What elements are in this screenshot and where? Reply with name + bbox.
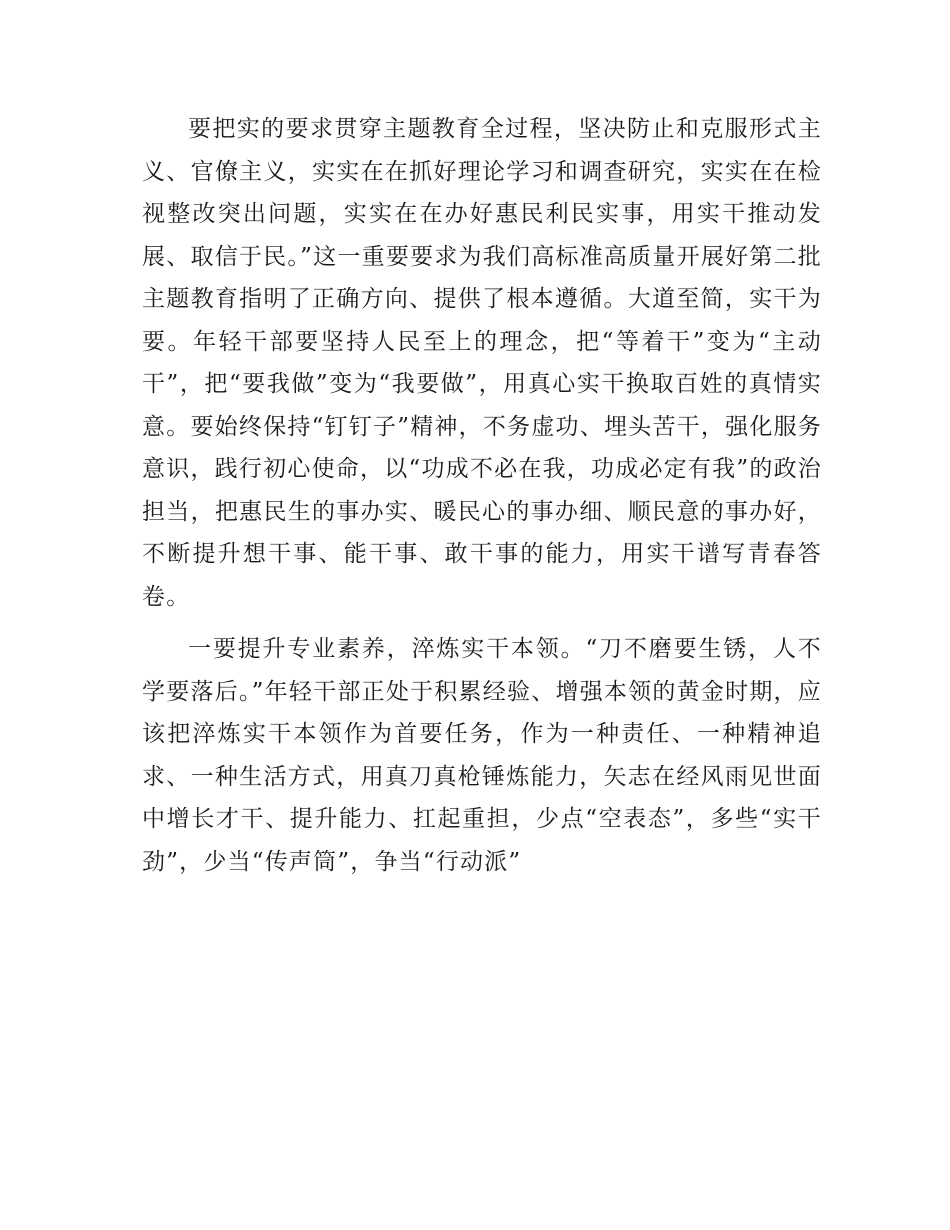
paragraph-1: 要把实的要求贯穿主题教育全过程，坚决防止和克服形式主义、官僚主义，实实在在抓好理论学习和调查研究，实实在在检视整改突出问题，实实在在办好惠民利民实事，用实干推动发展、取信于民。”这一重要要求为我们高标准高质量开展好第二批主题教育指明了正确方向、提供了根本遵循。大道至简，实干为要。年轻干部要坚持人民至上的理念，把“等着干”变为“主动干”，把“要我做”变为“我要做”，用真心实干换取百姓的真情实意。要始终保持“钉钉子”精神，不务虚功、埋头苦干，强化服务意识，践行初心使命，以“功成不必在我，功成必定有我”的政治担当，把惠民生的事办实、暖民心的事办细、顺民意的事办好，不断提升想干事、能干事、敢干事的能力，用实干谱写青春答卷。 xyxy=(142,116,822,610)
paragraph-2: 一要提升专业素养，淬炼实干本领。“刀不磨要生锈，人不学要落后。”年轻干部正处于积累经验、增强本领的黄金时期，应该把淬炼实干本领作为首要任务，作为一种责任、一种精神追求、一种生活方式，用真刀真枪锤炼能力，矢志在经风雨见世面中增长才干、提升能力、扛起重担，少点“空表态”，多些“实干劲”，少当“传声筒”，争当“行动派” xyxy=(142,636,822,875)
document-body xyxy=(142,108,822,883)
